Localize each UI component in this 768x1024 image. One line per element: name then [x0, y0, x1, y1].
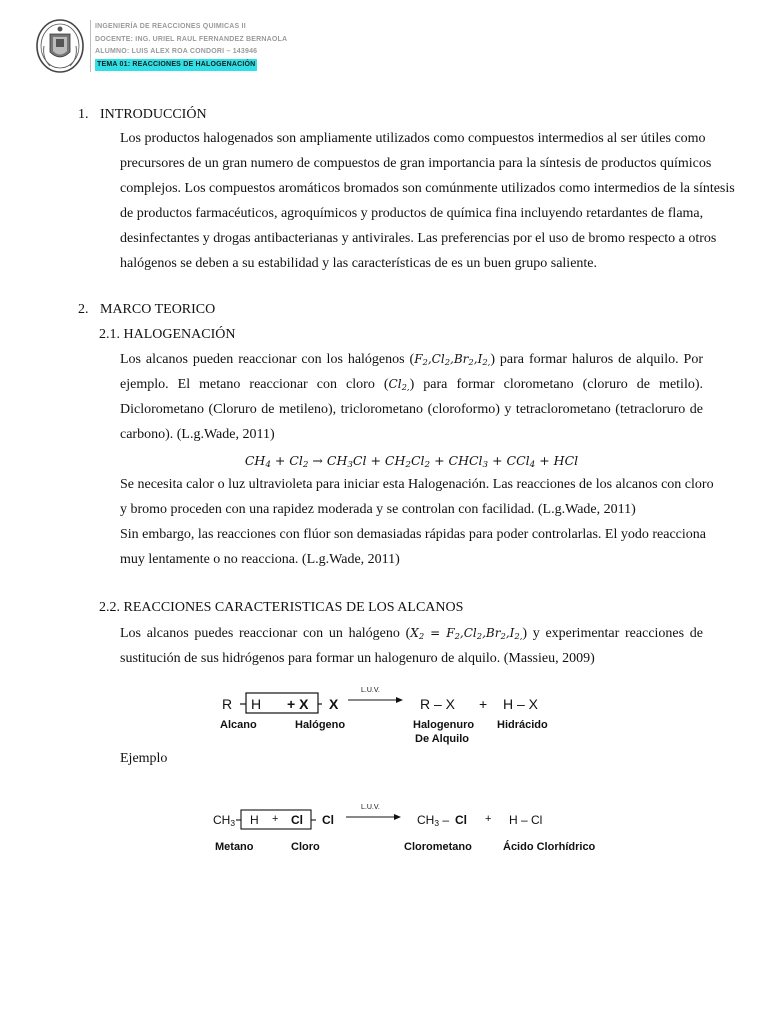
- halogens-formula: $F_2,Cl_2,Br_2,I_{2,}$: [414, 352, 491, 367]
- university-seal-logo: [36, 18, 84, 74]
- document-header: [95, 21, 287, 71]
- halogenacion-paragraph-2: [120, 472, 714, 572]
- chlorine-cl: Cl: [322, 813, 334, 827]
- label-clorometano: Clorometano: [404, 841, 472, 853]
- label-halogeno: Halógeno: [295, 719, 346, 731]
- text-run: CH: [213, 813, 231, 827]
- halogenacion-paragraph: [120, 347, 703, 447]
- subsection-heading-halogenacion: 2.1. HALOGENACIÓN: [99, 327, 236, 342]
- reacciones-paragraph: [120, 621, 703, 671]
- section-heading-intro: [78, 107, 207, 123]
- halogenation-equation: $CH_4 + Cl_2 \to CH_3Cl + CH_2Cl_2$ + CHCl$_3$ + CCl$_4$ + HCl: [244, 453, 579, 470]
- text-run: CH: [417, 813, 435, 827]
- hydrogen-halide: H – X: [503, 696, 539, 712]
- label-alcano: Alcano: [220, 719, 257, 731]
- substitution-box: [238, 692, 322, 716]
- general-reaction-scheme: [0, 687, 768, 750]
- plus-sign: +: [479, 696, 488, 712]
- paragraph-line: Sin embargo, las reacciones con flúor son demasiadas rápidas para poder controlarlas. El yodo reacciona: [120, 527, 706, 542]
- plus-x: + X: [287, 696, 309, 712]
- halogen-formula: $X_2 = F_2,Cl_2,Br_2,I_{2,}$: [410, 626, 523, 641]
- text-run: ) para formar clorometano (cloruro de metilo).: [409, 377, 703, 392]
- label-de-alquilo: De Alquilo: [415, 733, 469, 745]
- luv-label: L.U.V.: [361, 804, 380, 811]
- reaction-arrow: [346, 813, 402, 821]
- section-number: 2.: [78, 302, 89, 317]
- hydrogen-h: H: [251, 696, 262, 712]
- text-run: ) y experimentar reacciones de: [522, 626, 703, 641]
- section-heading-marco: [78, 302, 215, 318]
- chloromethane-cl: Cl: [455, 813, 467, 827]
- paragraph-line: [120, 347, 703, 372]
- reaction-arrow: [348, 696, 404, 704]
- plus-sign: +: [272, 813, 279, 825]
- alkyl-halide: R – X: [420, 696, 456, 712]
- label-acido-clorhidrico: Ácido Clorhídrico: [503, 841, 596, 853]
- text-run: ejemplo. El metano reaccionar con cloro (: [120, 377, 389, 392]
- paragraph-line: de productos farmacéuticos, agroquímicos y productos de química fina incluyendo retardantes de flama,: [120, 206, 704, 221]
- chlorine-cl: Cl: [291, 813, 303, 827]
- paragraph-line: y bromo proceden con una rapidez moderada y se controlan con facilidad. (L.g.Wade, 2011): [120, 502, 636, 517]
- student-name: ALUMNO: LUIS ALEX ROA CONDORI – 143946: [95, 48, 258, 55]
- text-run: Los alcanos puedes reaccionar con un halógeno (: [120, 626, 411, 641]
- paragraph-line: [120, 621, 703, 646]
- methyl-group: $CH_3$: [213, 813, 236, 828]
- paragraph-line: Ejemplo: [120, 751, 168, 766]
- paragraph-line: precursores de un gran numero de compuestos de gran importancia para la síntesis de productos químicos: [120, 156, 712, 171]
- paragraph-line: muy lentamente o no reacciona. (L.g.Wade, 2011): [120, 552, 400, 567]
- topic-label: TEMA 01: REACCIONES DE HALOGENACIÓN: [95, 59, 257, 72]
- hydrogen-chloride: H – Cl: [509, 813, 543, 827]
- chloromethane-ch3: $CH_3$ –: [417, 813, 450, 828]
- section-number: 1.: [78, 107, 89, 122]
- course-title: INGENIERÍA DE REACCIONES QUIMICAS II: [95, 23, 246, 30]
- section-title: INTRODUCCIÓN: [100, 107, 207, 122]
- paragraph-line: sustitución de sus hidrógenos para formar un halogenuro de alquilo. (Massieu, 2009): [120, 651, 595, 666]
- paragraph-line: Diclorometano (Cloruro de metileno), triclorometano (cloroformo) y tetraclorometano (tetracloruro de: [120, 402, 703, 417]
- paragraph-line: halógenos se deben a su estabilidad y las características de es un buen grupo saliente.: [120, 256, 598, 271]
- label-cloro: Cloro: [291, 841, 320, 853]
- paragraph-line: [120, 372, 703, 397]
- text-run: Los alcanos pueden reaccionar con los halógenos (: [120, 352, 415, 367]
- teacher-name: DOCENTE: ING. URIEL RAUL FERNANDEZ BERNAOLA: [95, 35, 288, 43]
- paragraph-line: complejos. Los compuestos aromáticos bromados son comúnmente utilizados como intermedios de la síntesis: [120, 181, 735, 196]
- text-run: ) para formar haluros de alquilo. Por: [490, 352, 704, 367]
- label-halogenuro: Halogenuro: [413, 719, 475, 731]
- alkyl-r: R: [222, 696, 233, 712]
- intro-paragraph: [120, 126, 735, 276]
- halogen-x: X: [329, 696, 339, 712]
- luv-label: L.U.V.: [361, 687, 380, 694]
- label-hidracido: Hidrácido: [497, 719, 548, 731]
- paragraph-line: desinfectantes y drogas antibacterianas y antivirales. Las preferencias por el uso de bromo respecto a otros: [120, 231, 717, 246]
- ejemplo-label: [120, 746, 703, 771]
- substitution-box: [236, 809, 316, 831]
- label-metano: Metano: [215, 841, 254, 853]
- section-title: MARCO TEORICO: [100, 302, 216, 317]
- chlorine-formula: $Cl_{2,}$: [388, 377, 410, 392]
- header-divider: [90, 20, 91, 72]
- hydrogen-h: H: [250, 813, 259, 827]
- paragraph-line: Se necesita calor o luz ultravioleta para iniciar esta Halogenación. Las reacciones de los alcanos con cloro: [120, 477, 714, 492]
- paragraph-line: Los productos halogenados son ampliamente utilizados como compuestos intermedios al ser útiles como: [120, 131, 706, 146]
- plus-sign: +: [485, 813, 492, 825]
- subsection-heading-reacciones: 2.2. REACCIONES CARACTERISTICAS DE LOS ALCANOS: [99, 600, 464, 615]
- paragraph-line: carbono). (L.g.Wade, 2011): [120, 427, 275, 442]
- methane-chlorination-scheme: [0, 804, 768, 858]
